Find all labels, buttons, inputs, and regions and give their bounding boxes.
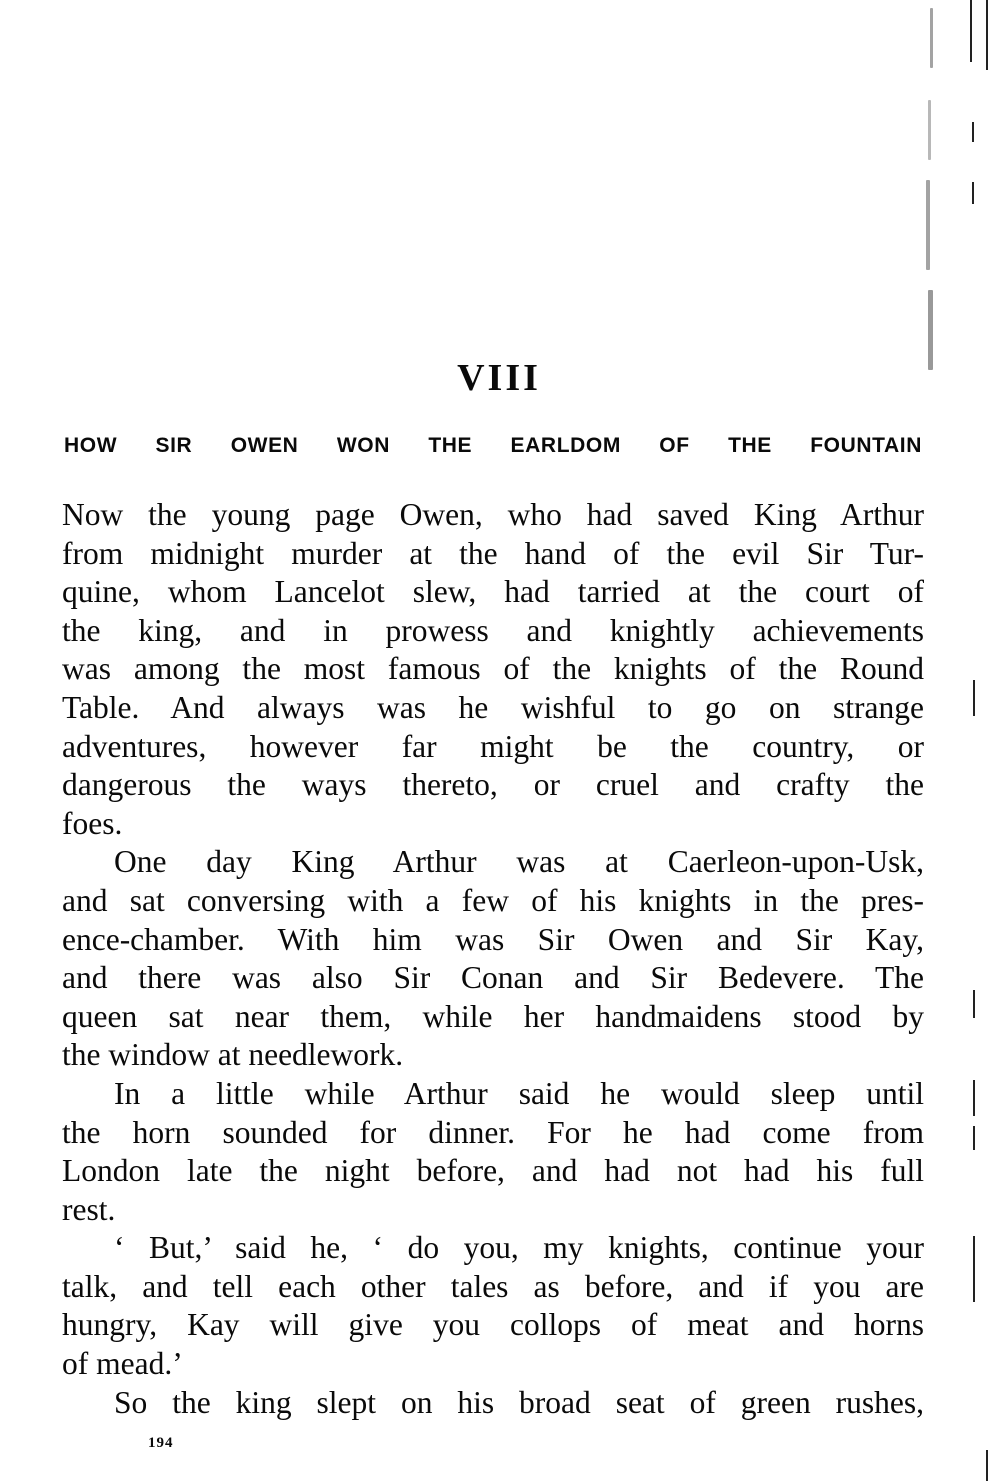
page-number: 194 bbox=[148, 1435, 174, 1451]
text-line: quine, whom Lancelot slew, had tarried at the court of bbox=[62, 574, 924, 610]
text-line: adventures, however far might be the country, or bbox=[62, 728, 924, 764]
text-line: and sat conversing with a few of his knights in the pres- bbox=[62, 882, 924, 918]
body-text bbox=[62, 496, 924, 1422]
text-line: was among the most famous of the knights of the Round bbox=[62, 651, 924, 687]
gutter-mark-8 bbox=[986, 1450, 988, 1481]
text-line: hungry, Kay will give you collops of meat and horns bbox=[62, 1307, 924, 1343]
text-line: the king, and in prowess and knightly achievements bbox=[62, 612, 924, 648]
text-line: foes. bbox=[62, 805, 123, 841]
gutter-rule-top bbox=[970, 0, 972, 62]
text-line: of mead.’ bbox=[62, 1346, 183, 1382]
chapter-title: HOW SIR OWEN WON THE EARLDOM OF THE FOUNTAIN bbox=[64, 434, 922, 457]
text-line: In a little while Arthur said he would sleep until bbox=[114, 1075, 924, 1111]
gutter-mark-3 bbox=[973, 680, 975, 716]
text-line: Now the young page Owen, who had saved King Arthur bbox=[62, 497, 924, 532]
scan-speckle bbox=[930, 8, 933, 68]
text-line: One day King Arthur was at Caerleon-upon-Usk, bbox=[114, 844, 924, 880]
text-line: from midnight murder at the hand of the evil Sir Tur- bbox=[62, 535, 924, 571]
gutter-mark-7 bbox=[973, 1236, 975, 1302]
text-line: talk, and tell each other tales as before, and if you are bbox=[62, 1268, 924, 1304]
gutter-mark-2 bbox=[972, 182, 974, 204]
text-line: ence-chamber. With him was Sir Owen and Sir Kay, bbox=[62, 921, 924, 957]
text-line: queen sat near them, while her handmaidens stood by bbox=[62, 998, 924, 1034]
gutter-mark-6 bbox=[973, 1126, 975, 1150]
text-line: London late the night before, and had not had his full bbox=[62, 1153, 924, 1189]
text-line: ‘ But,’ said he, ‘ do you, my knights, continue your bbox=[114, 1230, 924, 1266]
text-line: dangerous the ways thereto, or cruel and crafty the bbox=[62, 767, 924, 803]
text-line: and there was also Sir Conan and Sir Bedevere. The bbox=[62, 960, 924, 996]
scan-speckle bbox=[926, 180, 930, 270]
gutter-rule-top-2 bbox=[986, 0, 988, 70]
scan-speckle bbox=[928, 100, 931, 160]
gutter-mark-1 bbox=[972, 122, 974, 142]
gutter-mark-5 bbox=[973, 1080, 975, 1116]
text-line: So the king slept on his broad seat of green rushes, bbox=[114, 1384, 924, 1420]
text-line: rest. bbox=[62, 1191, 116, 1227]
gutter-mark-4 bbox=[973, 990, 975, 1018]
text-line: the horn sounded for dinner. For he had come from bbox=[62, 1114, 924, 1150]
chapter-number: VIII bbox=[457, 357, 541, 399]
text-line: Table. And always was he wishful to go on strange bbox=[62, 689, 924, 725]
text-line: the window at needlework. bbox=[62, 1037, 404, 1073]
